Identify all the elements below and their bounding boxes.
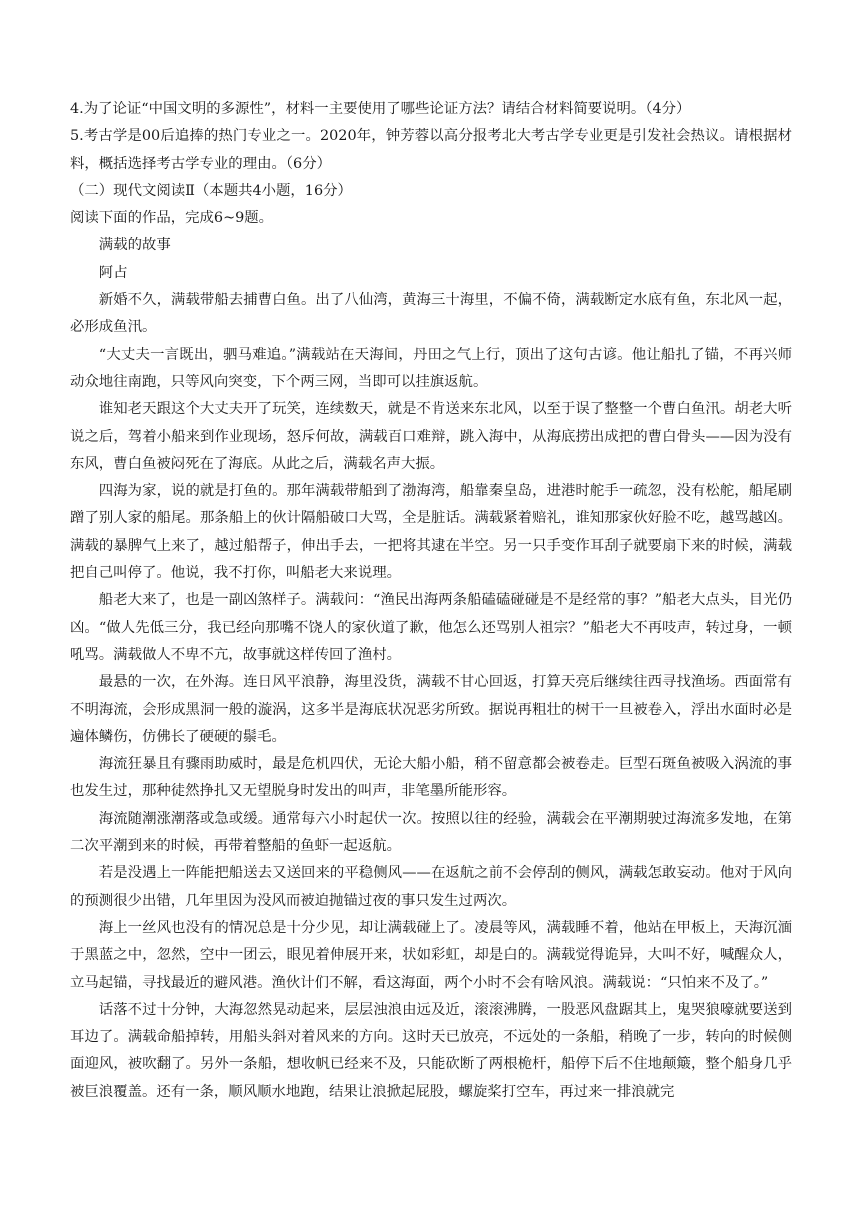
question-5: 5.考古学是00后追捧的热门专业之一。2020年，钟芳蓉以高分报考北大考古学专业更是引发社会热议。请根据材料，概括选择考古学专业的理由。（6分） xyxy=(70,128,792,172)
story-author: 阿占 xyxy=(98,264,128,281)
section-heading: （二）现代文阅读Ⅱ（本题共4小题，16分） xyxy=(70,182,352,199)
story-paragraph: 船老大来了，也是一副凶煞样子。满载问：“渔民出海两条船磕磕碰碰是不是经常的事？”船老大点头，目光仍凶。“做人先低三分，我已经向那嘴不饶人的家伙道了歉，他怎么还骂别人祖宗？”船老大不再吱声，转过身，一顿吼骂。满载做人不卑不亢，故事就这样传回了渔村。 xyxy=(70,592,792,663)
reading-instruction: 阅读下面的作品，完成6~9题。 xyxy=(70,210,274,227)
story-paragraph: 海流随潮涨潮落或急或缓。通常每六小时起伏一次。按照以往的经验，满载会在平潮期驶过海流多发地，在第二次平潮到来的时候，再带着整船的鱼虾一起返航。 xyxy=(70,810,792,855)
story-paragraph: 海上一丝风也没有的情况总是十分少见，却让满载碰上了。凌晨等风，满载睡不着，他站在甲板上，天海沉湎于黑蓝之中，忽然，空中一团云，眼见着伸展开来，状如彩虹，却是白的。满载觉得诡异，大叫不好，喊醒众人，立马起锚，寻找最近的避风港。渔伙计们不解，看这海面，两个小时不会有啥风浪。满载说：“只怕来不及了。” xyxy=(70,919,792,991)
story-paragraph: 海流狂暴且有骤雨助威时，最是危机四伏，无论大船小船，稍不留意都会被卷走。巨型石斑鱼被吸入涡流的事也发生过，那种徒然挣扎又无望脱身时发出的叫声，非笔墨所能形容。 xyxy=(70,756,792,800)
story-paragraph: 若是没遇上一阵能把船送去又送回来的平稳侧风——在返航之前不会停刮的侧风，满载怎敢妄动。他对于风向的预测很少出错，几年里因为没风而被迫抛锚过夜的事只发生过两次。 xyxy=(70,865,792,909)
story-paragraph: 新婚不久，满载带船去捕曹白鱼。出了八仙湾，黄海三十海里，不偏不倚，满载断定水底有鱼，东北风一起，必形成鱼汛。 xyxy=(70,292,792,336)
story-paragraph: 四海为家，说的就是打鱼的。那年满载带船到了渤海湾，船靠秦皇岛，进港时舵手一疏忽，没有松舵，船尾刷蹭了别人家的船尾。那条船上的伙计隔船破口大骂，全是脏话。满载紧着赔礼，谁知那家伙好脸不吃，越骂越凶。满载的暴脾气上来了，越过船帮子，伸出手去，一把将其逮在半空。另一只手变作耳刮子就要扇下来的时候，满载把自己叫停了。他说，我不打你，叫船老大来说理。 xyxy=(70,483,792,582)
question-4: 4.为了论证“中国文明的多源性”，材料一主要使用了哪些论证方法？请结合材料简要说明。（4分） xyxy=(70,101,691,117)
story-paragraph: 话落不过十分钟，大海忽然晃动起来，层层浊浪由远及近，滚滚沸腾，一股恶风盘踞其上，鬼哭狼嚎就要送到耳边了。满载命船掉转，用船头斜对着风来的方向。这时天已放亮，不远处的一条船，稍晚了一步，转向的时候侧面迎风，被吹翻了。另外一条船，想收帆已经来不及，只能砍断了两根桅杆，船停下后不住地颠簸，整个船身几乎被巨浪覆盖。还有一条，顺风顺水地跑，结果让浪掀起屁股，螺旋桨打空车，再过来一排浪就完 xyxy=(70,1001,792,1100)
story-paragraph: 谁知老天跟这个大丈夫开了玩笑，连续数天，就是不肯送来东北风，以至于误了整整一个曹白鱼汛。胡老大听说之后，驾着小船来到作业现场，怒斥何故，满载百口难辩，跳入海中，从海底捞出成把的曹白骨头——因为没有东风，曹白鱼被闷死在了海底。从此之后，满载名声大振。 xyxy=(70,401,792,472)
story-paragraph: “大丈夫一言既出，驷马难追。”满载站在天海间，丹田之气上行，顶出了这句古谚。他让船扎了锚，不再兴师动众地往南跑，只等风向突变，下个两三网，当即可以挂旗返航。 xyxy=(70,346,792,390)
story-title: 满载的故事 xyxy=(98,237,171,254)
story-paragraph: 最悬的一次，在外海。连日风平浪静，海里没货，满载不甘心回返，打算天亮后继续往西寻找渔场。西面常有不明海流，会形成黑洞一般的漩涡，这多半是海底状况恶劣所致。据说再粗壮的树干一旦被卷入，浮出水面时必是遍体鳞伤，仿佛长了硬硬的鬃毛。 xyxy=(70,674,792,745)
